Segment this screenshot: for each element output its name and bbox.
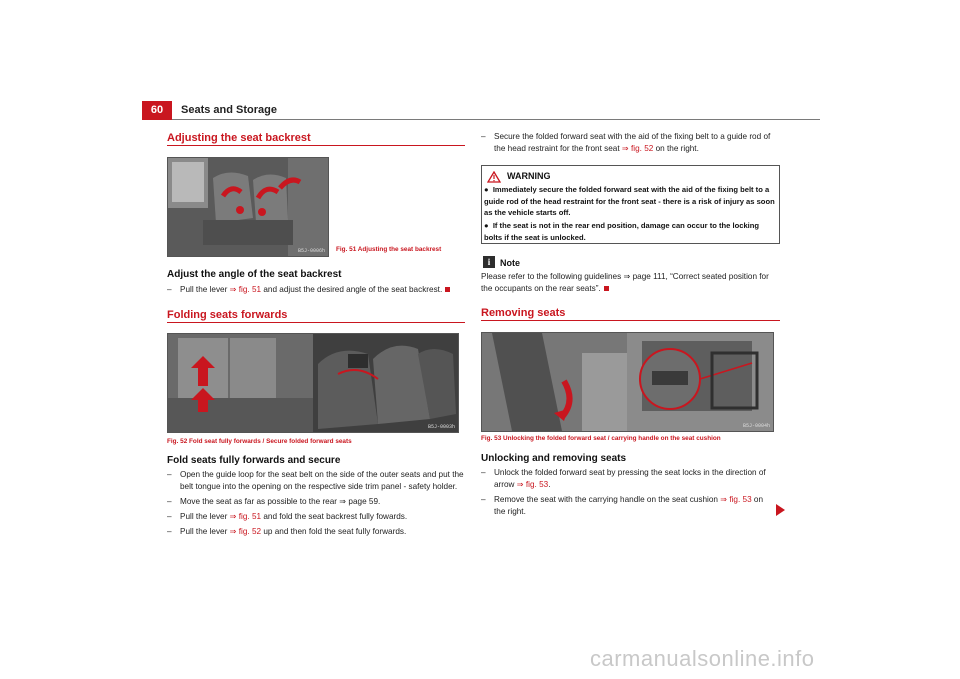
watermark: carmanualsonline.info	[590, 646, 815, 671]
section-title-adjusting-backrest: Adjusting the seat backrest	[167, 132, 311, 144]
figure-52-caption: Fig. 52 Fold seat fully forwards / Secure folded forward seats	[167, 438, 352, 445]
fig-53-link[interactable]: ⇒ fig. 53	[720, 495, 752, 504]
page-number: 60	[142, 101, 172, 120]
bullet-icon: ●	[484, 221, 493, 230]
step-unlock-seat: – Unlock the folded forward seat by pressing the seat locks in the direction of arrow ⇒ fig. 53.	[481, 468, 766, 489]
figure-52-image	[167, 333, 459, 433]
bullet-icon: ●	[484, 185, 493, 194]
section-rule	[167, 322, 465, 323]
subtitle-fold-and-secure: Fold seats fully forwards and secure	[167, 455, 341, 466]
fig-52-link[interactable]: ⇒ fig. 52	[621, 144, 654, 153]
fig-51-link[interactable]: ⇒ fig. 51	[229, 285, 262, 294]
end-marker	[445, 287, 450, 292]
next-page-arrow-icon[interactable]	[776, 504, 785, 516]
figure-53-caption: Fig. 53 Unlocking the folded forward seat / carrying handle on the seat cushion	[481, 435, 721, 442]
fig-52-link[interactable]: ⇒ fig. 52	[229, 527, 262, 536]
chapter-title: Seats and Storage	[181, 104, 277, 116]
header-rule	[172, 119, 820, 120]
warning-item-1: ● Immediately secure the folded forward seat with the aid of the fixing belt to a guide rod of the head restraint for the front seat - there is a risk of injury as soon as the vehicle starts off.	[484, 185, 775, 217]
figure-53-code: B5J-0004h	[742, 423, 770, 429]
end-marker	[604, 286, 609, 291]
figure-52-code: B5J-0003h	[427, 424, 455, 430]
warning-item-2: ● If the seat is not in the rear end position, damage can occur to the locking bolts if the seat is unlocked.	[484, 221, 760, 242]
fig-53-link[interactable]: ⇒ fig. 53	[516, 480, 549, 489]
figure-51-caption: Fig. 51 Adjusting the seat backrest	[336, 246, 442, 253]
subtitle-adjust-angle: Adjust the angle of the seat backrest	[167, 269, 342, 280]
figure-53-image	[481, 332, 774, 432]
fig-51-link[interactable]: ⇒ fig. 51	[229, 512, 262, 521]
note-title: Note	[500, 258, 520, 268]
step-adjust-backrest: – Pull the lever ⇒ fig. 51 and adjust the desired angle of the seat backrest.	[167, 284, 465, 296]
section-rule	[167, 145, 465, 146]
step-fold-seat: – Pull the lever ⇒ fig. 52 up and then fold the seat fully forwards.	[167, 527, 407, 536]
section-title-removing-seats: Removing seats	[481, 307, 566, 319]
note-text: Please refer to the following guidelines ⇒ page 111, “Correct seated position for the occupants on the rear seats”.	[481, 272, 769, 293]
step-secure-seat: – Secure the folded forward seat with the aid of the fixing belt to a guide rod of the head restraint for the front seat ⇒ fig. 52 on the right.	[481, 132, 771, 153]
note-icon: i	[483, 256, 495, 268]
figure-51-code: B5J-0006h	[297, 248, 325, 254]
figure-51-image	[167, 157, 329, 257]
step-move-seat-rear: – Move the seat as far as possible to the rear ⇒ page 59.	[167, 497, 381, 506]
section-rule	[481, 320, 780, 321]
warning-title: WARNING	[507, 171, 551, 181]
step-remove-seat: – Remove the seat with the carrying handle on the seat cushion ⇒ fig. 53 on the right.	[481, 495, 764, 516]
section-title-folding-seats: Folding seats forwards	[167, 309, 288, 321]
step-fold-backrest: – Pull the lever ⇒ fig. 51 and fold the seat backrest fully fowards.	[167, 512, 408, 521]
subtitle-unlocking-removing: Unlocking and removing seats	[481, 453, 627, 464]
step-open-guide-loop: – Open the guide loop for the seat belt on the side of the outer seats and put the belt tongue into the opening on the respective side trim panel - safety holder.	[167, 470, 464, 491]
